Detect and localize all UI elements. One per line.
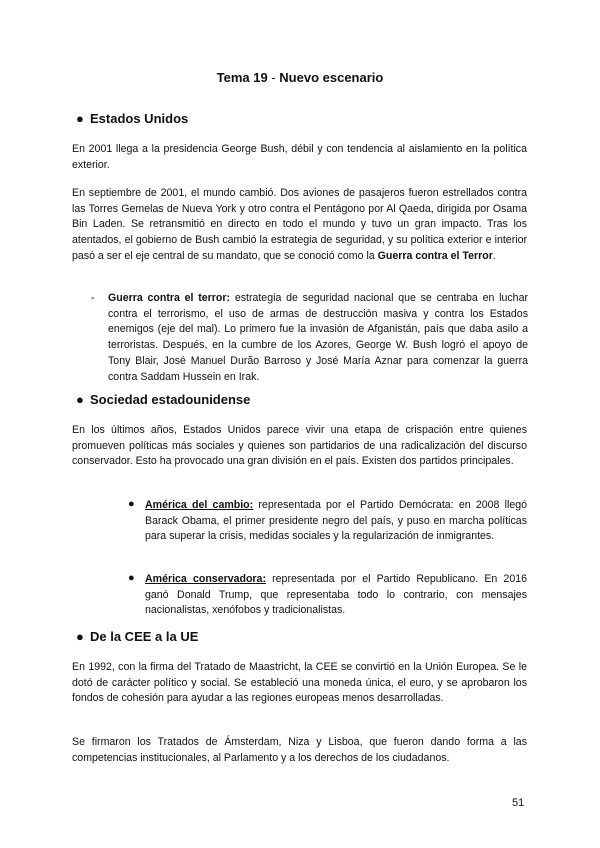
heading-usa-text: Estados Unidos	[90, 111, 189, 126]
list-item-term: América conservadora:	[145, 573, 266, 585]
paragraph-usa-2	[72, 186, 527, 265]
title-main: Tema 19	[216, 70, 268, 85]
sub-bullet-icon: ●	[128, 572, 135, 584]
list-item-war-on-terror	[91, 291, 528, 385]
bullet-icon: ●	[76, 392, 84, 407]
paragraph-eu-2: Se firmaron los Tratados de Ámsterdam, Niza y Lisboa, que fueron dando forma a las competencias institucionales, al Parlamento y a los derechos de los ciudadanos.	[72, 736, 527, 764]
page-number: 51	[512, 797, 525, 809]
bullet-icon: ●	[76, 111, 84, 126]
paragraph-usa-2-bold: Guerra contra el Terror	[377, 249, 493, 262]
heading-society-text: Sociedad estadounidense	[90, 392, 251, 407]
list-item-text: representada por el Partido Republicano. En 2016 ganó Donald Trump, que representaba todo lo contrario, con mensajes nacionalistas, xenófobos y tradicionalistas.	[145, 573, 527, 617]
page-title	[0, 70, 600, 85]
paragraph-usa-2-text: En septiembre de 2001, el mundo cambió. Dos aviones de pasajeros fueron estrellados contra las Torres Gemelas de Nueva York y otro contra el Pentágono por Al Qaeda, dirigida por Osama Bin Laden. Se retransmitió en directo en todo el mundo y tuvo un gran impacto. Tras los atentados, el gobierno de Bush cambió la estrategia de seguridad, y su política exterior e interior pasó a ser el eje central de su mandato, que se conoció como la	[72, 187, 527, 262]
paragraph-eu-1: En 1992, con la firma del Tratado de Maastricht, la CEE se convirtió en la Unión Europea. Se le dotó de carácter político y social. Se estableció una moneda única, el euro, y se aprobaron los fondos de cohesión para ayudar a las regiones europeas menos desarrolladas.	[72, 661, 527, 705]
list-item-text: estrategia de seguridad nacional que se centraba en luchar contra el terrorismo, el uso de armas de destrucción masiva y contra los Estados enemigos (eje del mal). Lo primero fue la invasión de Afganistán, país que daba asilo a terroristas. Después, en la cumbre de los Azores, George W. Bush logró el apoyo de Tony Blair, José Manuel Durão Barroso y José María Aznar para comenzar la guerra contra Saddam Hussein en Irak.	[108, 292, 528, 383]
paragraph-usa-2-end: .	[492, 249, 496, 262]
paragraph-usa-1: En 2001 llega a la presidencia George Bush, débil y con tendencia al aislamiento en la política exterior.	[72, 143, 527, 171]
title-separator: -	[267, 70, 280, 85]
list-item-term: Guerra contra el terror:	[108, 292, 231, 304]
sub-bullet-icon: ●	[128, 498, 135, 510]
list-item-text: representada por el Partido Demócrata: en 2008 llegó Barack Obama, el primer presidente negro del país, y puso en marcha políticas para superar la crisis, medidas sociales y la regularización de inmigrantes.	[145, 499, 527, 543]
paragraph-society-1: En los últimos años, Estados Unidos parece vivir una etapa de crispación entre quienes promueven políticas más sociales y quienes son partidarios de una radicalización del discurso conservador. Esto ha provocado una gran división en el país. Existen dos partidos principales.	[72, 424, 527, 468]
heading-society	[76, 391, 251, 409]
list-item-term: América del cambio:	[145, 499, 254, 511]
list-item-america-conservadora	[128, 572, 527, 619]
list-item-america-del-cambio	[128, 498, 527, 545]
heading-eu-text: De la CEE a la UE	[90, 629, 199, 644]
heading-usa	[76, 110, 189, 128]
title-sub: Nuevo escenario	[279, 70, 384, 85]
dash-marker: -	[91, 292, 95, 304]
bullet-icon: ●	[76, 629, 84, 644]
heading-eu	[76, 628, 199, 646]
